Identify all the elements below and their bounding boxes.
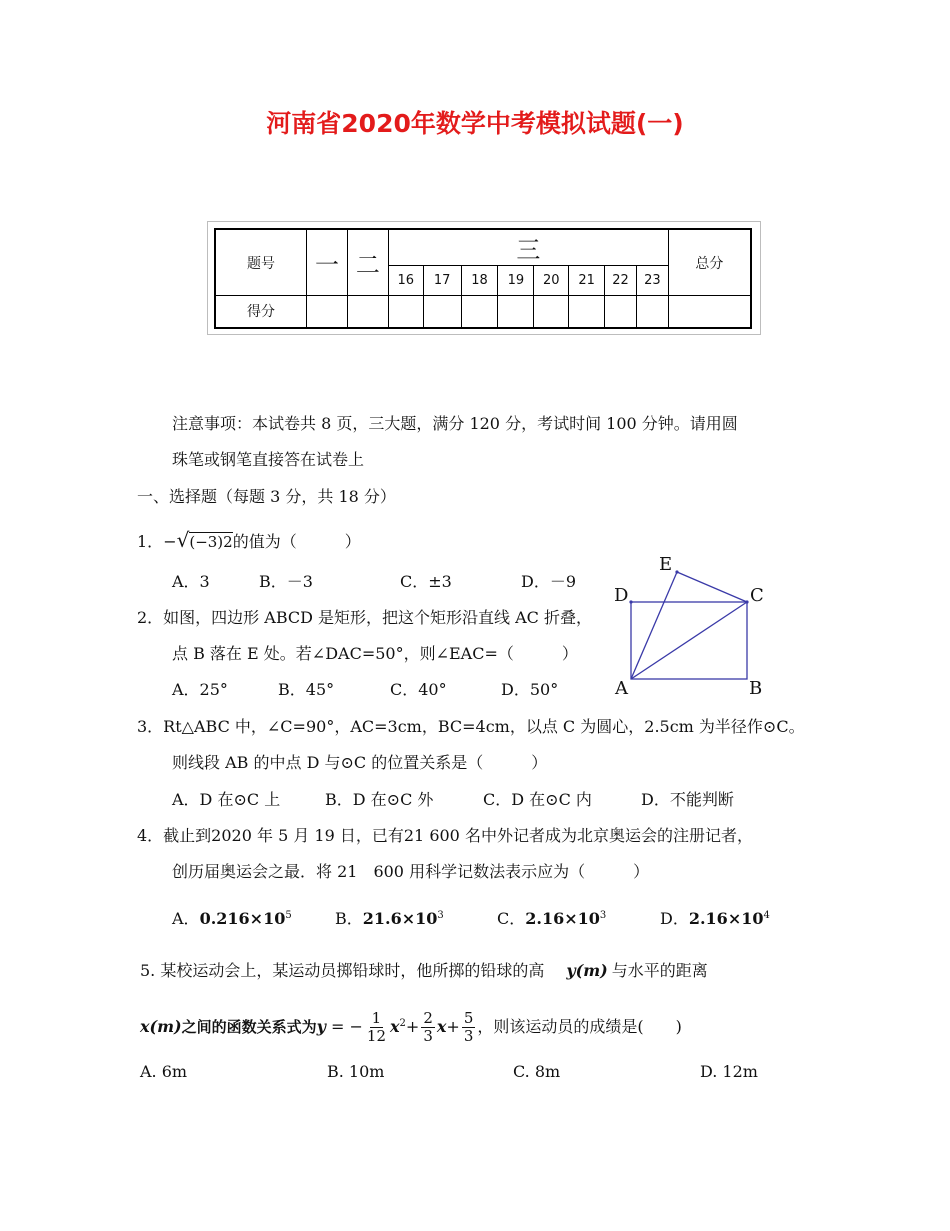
- q-number-cell: 19: [498, 266, 534, 296]
- vertex-dots: [629, 570, 748, 603]
- q5-option-d[interactable]: D. 12m: [700, 1062, 758, 1081]
- frac-3-denominator: 3: [463, 1027, 474, 1045]
- q1-option-d[interactable]: D．－9: [521, 572, 577, 591]
- q5-line-2: [140, 1004, 682, 1047]
- fraction-2-3: [421, 1010, 435, 1045]
- page-title: 河南省2020年数学中考模拟试题(一): [266, 109, 684, 138]
- q3-option-b[interactable]: B．D 在⊙C 外: [325, 790, 434, 809]
- score-cell[interactable]: [461, 296, 498, 328]
- q4-option-d[interactable]: [660, 906, 770, 929]
- q2-option-a[interactable]: A．25°: [172, 680, 228, 699]
- score-cell[interactable]: [347, 296, 388, 328]
- segment-ec: [677, 572, 747, 602]
- q4-option-a-label: A．: [172, 909, 200, 928]
- frac-3-numerator: 5: [463, 1009, 474, 1027]
- q-number-cell: 17: [423, 266, 461, 296]
- notice-line-1: 注意事项：本试卷共 8 页，三大题，满分 120 分，考试时间 100 分钟。请用圆: [172, 414, 738, 433]
- question-1: [137, 530, 361, 552]
- label-c: C: [750, 585, 764, 606]
- q5-y-var: y(m): [566, 961, 608, 980]
- q-number-cell: 22: [605, 266, 637, 296]
- score-cell[interactable]: [498, 296, 534, 328]
- q4-option-a[interactable]: [172, 906, 292, 929]
- q4-option-d-label: D．: [660, 909, 689, 928]
- q3-line-2: 则线段 AB 的中点 D 与⊙C 的位置关系是（ ）: [172, 753, 548, 772]
- q4-option-b[interactable]: [335, 906, 444, 929]
- eq-plus-2: +: [446, 1017, 460, 1036]
- q-number-cell: 21: [569, 266, 605, 296]
- score-cell[interactable]: [605, 296, 637, 328]
- score-table: [214, 228, 752, 329]
- sqrt-symbol: √: [176, 528, 190, 552]
- q4-option-c-label: C．: [497, 909, 526, 928]
- row-label-question-number: 题号: [215, 229, 307, 296]
- score-cell[interactable]: [534, 296, 569, 328]
- q5-option-c[interactable]: C. 8m: [513, 1062, 561, 1081]
- q3-option-d[interactable]: D．不能判断: [641, 790, 734, 809]
- score-table-frame: [207, 221, 761, 335]
- vertex-e-dot: [675, 570, 678, 573]
- diagonal-ac: [631, 602, 747, 679]
- q2-line-2: 点 B 落在 E 处。若∠DAC=50°，则∠EAC=（ ）: [172, 644, 578, 663]
- section-3-header: 三: [388, 229, 668, 266]
- rectangle-fold-figure: [608, 548, 778, 700]
- q4-option-b-exp: 3: [437, 910, 444, 921]
- q1-number: 1．: [137, 532, 164, 551]
- q4-option-c[interactable]: [497, 906, 606, 929]
- eq-equals-minus: = −: [325, 1017, 363, 1036]
- label-d: D: [614, 585, 629, 606]
- q5-option-a[interactable]: A. 6m: [140, 1062, 188, 1081]
- q4-option-c-exp: 3: [599, 910, 607, 921]
- q1-option-b[interactable]: B．－3: [259, 572, 313, 591]
- q1-text: 的值为（ ）: [232, 532, 361, 551]
- q-number-cell: 18: [461, 266, 498, 296]
- fraction-5-3: [462, 1010, 476, 1045]
- q2-line-1: 2．如图，四边形 ABCD 是矩形，把这个矩形沿直线 AC 折叠，: [137, 608, 593, 627]
- q3-option-c[interactable]: C．D 在⊙C 内: [483, 790, 592, 809]
- frac-1-numerator: 1: [371, 1009, 382, 1027]
- q3-option-a[interactable]: A．D 在⊙C 上: [172, 790, 281, 809]
- eq-x: x: [436, 1017, 447, 1036]
- q2-option-b[interactable]: B．45°: [278, 680, 335, 699]
- q2-option-c[interactable]: C．40°: [390, 680, 447, 699]
- notice-line-2: 珠笔或钢笔直接答在试卷上: [172, 450, 365, 469]
- section-1-header: 一: [307, 229, 348, 296]
- total-header: 总分: [668, 229, 751, 296]
- q4-option-a-base: 0.216×10: [199, 909, 286, 928]
- segment-ae: [631, 572, 677, 679]
- row-label-score: 得分: [215, 296, 307, 328]
- eq-y: y: [316, 1017, 326, 1036]
- q5-line-2-a: 之间的函数关系式为: [181, 1018, 317, 1036]
- score-cell[interactable]: [636, 296, 668, 328]
- q4-option-b-label: B．: [335, 909, 363, 928]
- q2-option-d[interactable]: D．50°: [501, 680, 559, 699]
- q-number-cell: 16: [388, 266, 423, 296]
- q1-option-c[interactable]: C．±3: [400, 572, 452, 591]
- fraction-1-12: [365, 1010, 388, 1045]
- q1-minus: −: [163, 532, 177, 551]
- label-e: E: [659, 554, 673, 575]
- q4-line-1: 4．截止到2020 年 5 月 19 日，已有21 600 名中外记者成为北京奥运会的注册记者，: [137, 826, 753, 845]
- q4-option-d-base: 2.16×10: [688, 909, 764, 928]
- score-cell[interactable]: [307, 296, 348, 328]
- q4-line-2: 创历届奥运会之最．将 21 600 用科学记数法表示应为（ ）: [172, 862, 650, 881]
- section-2-header: 二: [347, 229, 388, 296]
- score-cell[interactable]: [423, 296, 461, 328]
- vertex-d-dot: [629, 600, 632, 603]
- q-number-cell: 20: [534, 266, 569, 296]
- q4-option-d-exp: 4: [763, 910, 770, 921]
- q3-line-1: 3．Rt△ABC 中，∠C=90°，AC=3cm，BC=4cm，以点 C 为圆心，2.5cm 为半径作⊙C。: [137, 717, 805, 736]
- q1-option-a[interactable]: A．3: [172, 572, 210, 591]
- eq-plus-1: +: [405, 1017, 420, 1036]
- section-1-heading: 一、选择题（每题 3 分，共 18 分）: [137, 487, 396, 506]
- label-b: B: [749, 678, 763, 699]
- q5-line-1-b: 与水平的距离: [611, 961, 708, 980]
- figure-lines: [631, 572, 747, 679]
- q5-x-var: x(m): [140, 1017, 182, 1036]
- eq-x-squared: x: [390, 1017, 400, 1036]
- score-cell[interactable]: [388, 296, 423, 328]
- q4-option-c-base: 2.16×10: [525, 909, 600, 928]
- frac-2-numerator: 2: [423, 1009, 433, 1027]
- q5-option-b[interactable]: B. 10m: [327, 1062, 385, 1081]
- q5-line-2-b: ，则该运动员的成绩是( ): [477, 1017, 682, 1036]
- frac-2-denominator: 3: [423, 1027, 433, 1045]
- q5-line-1-a: 5. 某校运动会上，某运动员掷铅球时，他所掷的铅球的高: [140, 961, 545, 980]
- frac-1-denominator: 12: [366, 1027, 386, 1045]
- q5-line-1: [140, 961, 708, 981]
- score-cell[interactable]: [569, 296, 605, 328]
- q-number-cell: 23: [636, 266, 668, 296]
- eq-exp-2: 2: [399, 1018, 406, 1029]
- total-score-cell[interactable]: [668, 296, 751, 328]
- q1-radicand: (−3)2: [189, 533, 233, 551]
- label-a: A: [615, 678, 628, 699]
- q4-option-b-base: 21.6×10: [362, 909, 438, 928]
- q4-option-a-exp: 5: [285, 910, 292, 921]
- vertex-c-dot: [745, 600, 748, 603]
